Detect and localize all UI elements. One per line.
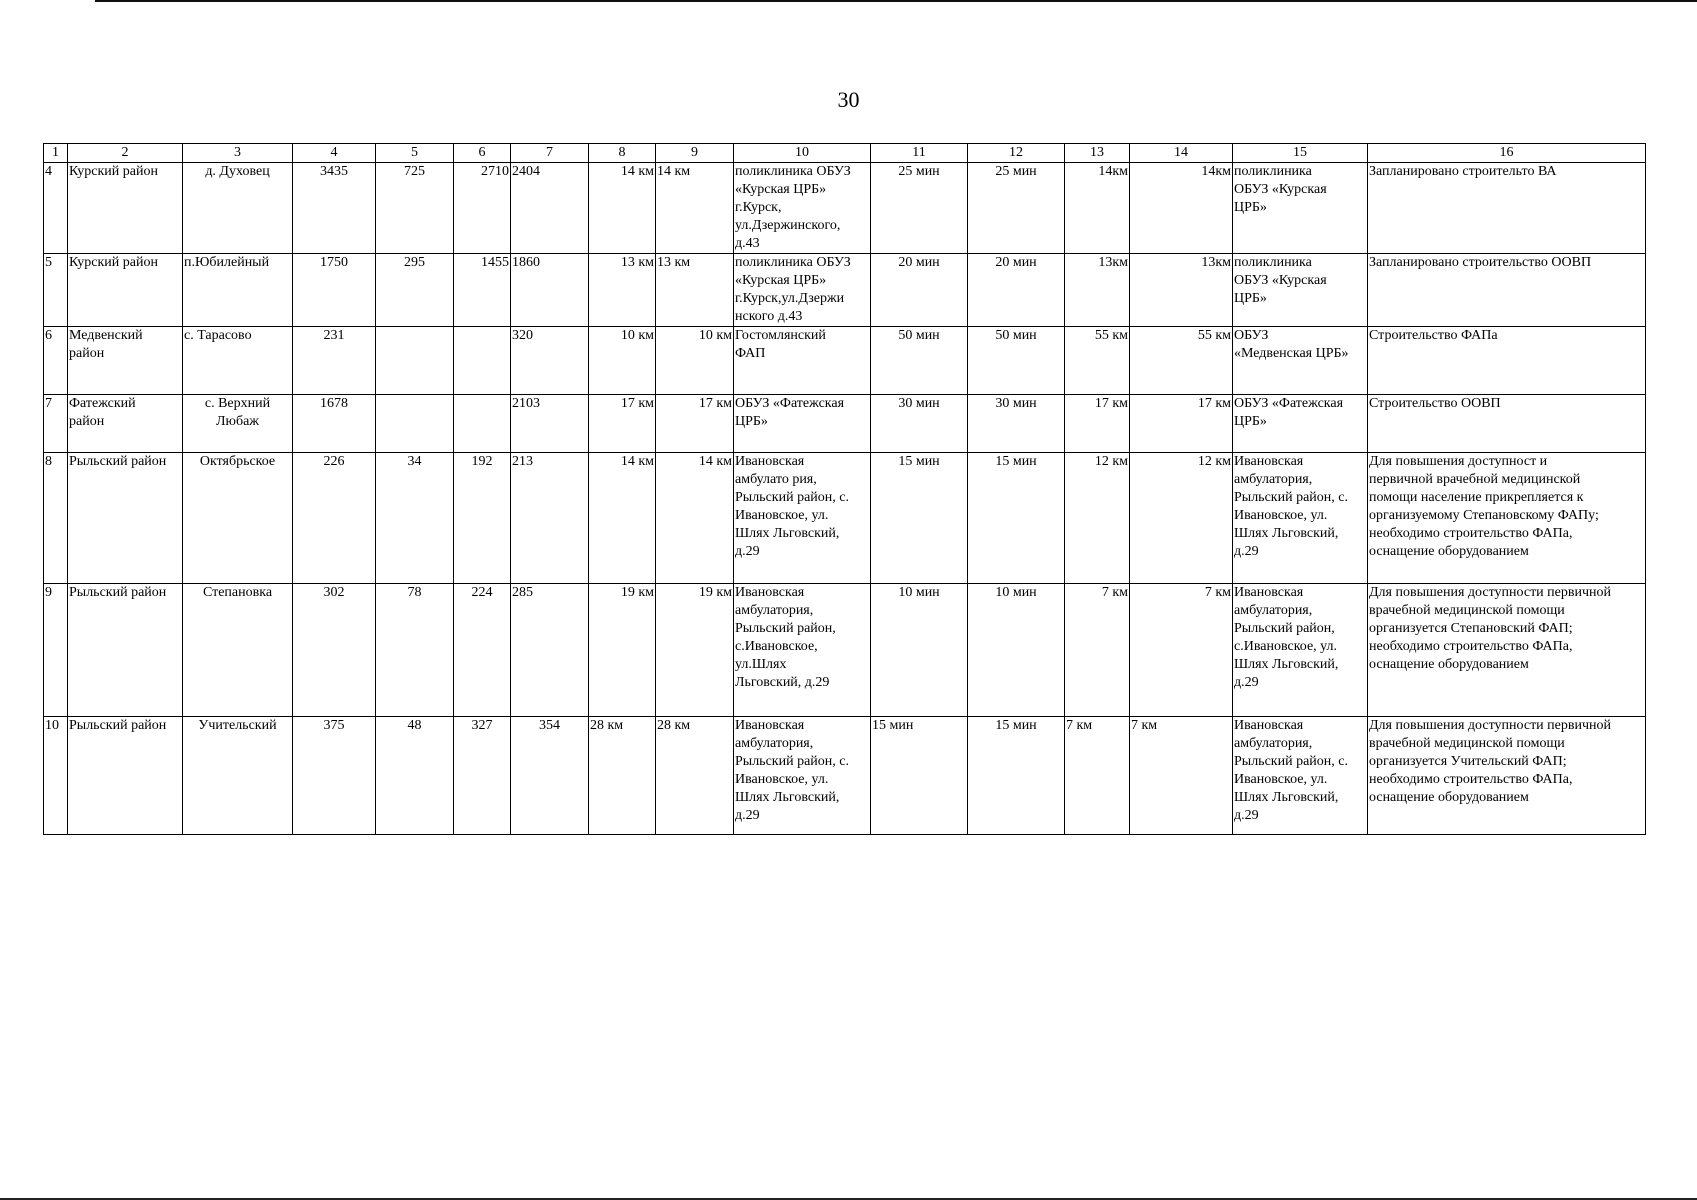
- population-adults-cell: 327: [454, 717, 511, 835]
- population-children-cell: [376, 327, 454, 395]
- district-cell: Рыльский район: [68, 717, 183, 835]
- column-number: 4: [293, 144, 376, 163]
- distance-direct-cell: 14 км: [656, 453, 734, 584]
- settlement-cell: д. Духовец: [183, 163, 293, 254]
- column-number: 12: [968, 144, 1065, 163]
- row-number-cell: 7: [44, 395, 68, 453]
- distance-road-cell: 19 км: [589, 584, 656, 717]
- population-total-cell: 1750: [293, 254, 376, 327]
- column-number: 5: [376, 144, 454, 163]
- population-adults-cell: 192: [454, 453, 511, 584]
- crb-facility-cell: Ивановская амбулатория, Рыльский район, с.Ивановское, ул. Шлях Льговский, д.29: [1233, 584, 1368, 717]
- column-number: 1: [44, 144, 68, 163]
- population-adults-cell: 224: [454, 584, 511, 717]
- travel-time-transport-cell: 15 мин: [871, 453, 968, 584]
- district-cell: Рыльский район: [68, 453, 183, 584]
- population-total-cell: 3435: [293, 163, 376, 254]
- row-number-cell: 6: [44, 327, 68, 395]
- population-attached-cell: 213: [511, 453, 589, 584]
- travel-time-transport-cell: 20 мин: [871, 254, 968, 327]
- population-adults-cell: [454, 395, 511, 453]
- column-number-row: [44, 144, 1646, 163]
- travel-time-car-cell: 50 мин: [968, 327, 1065, 395]
- nearest-facility-cell: поликлиника ОБУЗ «Курская ЦРБ» г.Курск,ул.Дзержи нского д.43: [734, 254, 871, 327]
- distance-to-crb-alt-cell: 7 км: [1130, 584, 1233, 717]
- population-total-cell: 375: [293, 717, 376, 835]
- population-children-cell: 78: [376, 584, 454, 717]
- distance-direct-cell: 19 км: [656, 584, 734, 717]
- crb-facility-cell: Ивановская амбулатория, Рыльский район, с. Ивановское, ул. Шлях Льговский, д.29: [1233, 717, 1368, 835]
- district-cell: Фатежский район: [68, 395, 183, 453]
- distance-to-crb-alt-cell: 17 км: [1130, 395, 1233, 453]
- facilities-table: [43, 143, 1646, 835]
- row-number-cell: 9: [44, 584, 68, 717]
- settlement-cell: Октябрьское: [183, 453, 293, 584]
- travel-time-car-cell: 30 мин: [968, 395, 1065, 453]
- crb-facility-cell: поликлиника ОБУЗ «Курская ЦРБ»: [1233, 254, 1368, 327]
- distance-direct-cell: 14 км: [656, 163, 734, 254]
- planned-measures-cell: Для повышения доступност и первичной врачебной медицинской помощи население прикрепляется к организуемому Степановскому ФАПу; необходимо строительство ФАПа, оснащение оборудованием: [1368, 453, 1646, 584]
- planned-measures-cell: Строительство ООВП: [1368, 395, 1646, 453]
- distance-to-crb-cell: 7 км: [1065, 717, 1130, 835]
- table-row: [44, 163, 1646, 254]
- nearest-facility-cell: Ивановская амбулато рия, Рыльский район, с. Ивановское, ул. Шлях Льговский, д.29: [734, 453, 871, 584]
- district-cell: Курский район: [68, 163, 183, 254]
- travel-time-car-cell: 15 мин: [968, 717, 1065, 835]
- population-children-cell: 295: [376, 254, 454, 327]
- column-number: 14: [1130, 144, 1233, 163]
- nearest-facility-cell: ОБУЗ «Фатежская ЦРБ»: [734, 395, 871, 453]
- distance-road-cell: 28 км: [589, 717, 656, 835]
- travel-time-car-cell: 15 мин: [968, 453, 1065, 584]
- nearest-facility-cell: Ивановская амбулатория, Рыльский район, с. Ивановское, ул. Шлях Льговский, д.29: [734, 717, 871, 835]
- table-row: [44, 453, 1646, 584]
- population-adults-cell: [454, 327, 511, 395]
- population-total-cell: 1678: [293, 395, 376, 453]
- distance-road-cell: 17 км: [589, 395, 656, 453]
- travel-time-car-cell: 10 мин: [968, 584, 1065, 717]
- population-attached-cell: 285: [511, 584, 589, 717]
- population-attached-cell: 2103: [511, 395, 589, 453]
- column-number: 15: [1233, 144, 1368, 163]
- distance-road-cell: 13 км: [589, 254, 656, 327]
- population-children-cell: 725: [376, 163, 454, 254]
- travel-time-car-cell: 25 мин: [968, 163, 1065, 254]
- travel-time-car-cell: 20 мин: [968, 254, 1065, 327]
- scan-top-edge: [95, 0, 1697, 2]
- population-children-cell: [376, 395, 454, 453]
- district-cell: Курский район: [68, 254, 183, 327]
- table-row: [44, 327, 1646, 395]
- distance-road-cell: 10 км: [589, 327, 656, 395]
- column-number: 7: [511, 144, 589, 163]
- planned-measures-cell: Строительство ФАПа: [1368, 327, 1646, 395]
- population-children-cell: 34: [376, 453, 454, 584]
- planned-measures-cell: Запланировано строительто ВА: [1368, 163, 1646, 254]
- table-row: [44, 254, 1646, 327]
- crb-facility-cell: ОБУЗ «Фатежская ЦРБ»: [1233, 395, 1368, 453]
- distance-to-crb-cell: 55 км: [1065, 327, 1130, 395]
- distance-to-crb-alt-cell: 14км: [1130, 163, 1233, 254]
- travel-time-transport-cell: 25 мин: [871, 163, 968, 254]
- distance-direct-cell: 17 км: [656, 395, 734, 453]
- column-number: 8: [589, 144, 656, 163]
- settlement-cell: с. Верхний Любаж: [183, 395, 293, 453]
- column-number: 11: [871, 144, 968, 163]
- travel-time-transport-cell: 10 мин: [871, 584, 968, 717]
- settlement-cell: п.Юбилейный: [183, 254, 293, 327]
- column-number: 13: [1065, 144, 1130, 163]
- population-attached-cell: 1860: [511, 254, 589, 327]
- column-number: 2: [68, 144, 183, 163]
- column-number: 3: [183, 144, 293, 163]
- population-total-cell: 302: [293, 584, 376, 717]
- distance-road-cell: 14 км: [589, 163, 656, 254]
- table-row: [44, 584, 1646, 717]
- column-number: 6: [454, 144, 511, 163]
- row-number-cell: 10: [44, 717, 68, 835]
- district-cell: Рыльский район: [68, 584, 183, 717]
- population-total-cell: 226: [293, 453, 376, 584]
- crb-facility-cell: ОБУЗ «Медвенская ЦРБ»: [1233, 327, 1368, 395]
- population-children-cell: 48: [376, 717, 454, 835]
- distance-to-crb-alt-cell: 55 км: [1130, 327, 1233, 395]
- crb-facility-cell: Ивановская амбулатория, Рыльский район, с. Ивановское, ул. Шлях Льговский, д.29: [1233, 453, 1368, 584]
- travel-time-transport-cell: 50 мин: [871, 327, 968, 395]
- planned-measures-cell: Для повышения доступности первичной врачебной медицинской помощи организуется Степановский ФАП; необходимо строительство ФАПа, оснащение оборудованием: [1368, 584, 1646, 717]
- population-attached-cell: 354: [511, 717, 589, 835]
- planned-measures-cell: Для повышения доступности первичной врачебной медицинской помощи организуется Учительский ФАП; необходимо строительство ФАПа, оснащение оборудованием: [1368, 717, 1646, 835]
- travel-time-transport-cell: 30 мин: [871, 395, 968, 453]
- column-number: 10: [734, 144, 871, 163]
- column-number: 9: [656, 144, 734, 163]
- settlement-cell: Учительский: [183, 717, 293, 835]
- distance-to-crb-cell: 7 км: [1065, 584, 1130, 717]
- page-number: 30: [837, 87, 860, 112]
- population-adults-cell: 1455: [454, 254, 511, 327]
- row-number-cell: 5: [44, 254, 68, 327]
- travel-time-transport-cell: 15 мин: [871, 717, 968, 835]
- crb-facility-cell: поликлиника ОБУЗ «Курская ЦРБ»: [1233, 163, 1368, 254]
- distance-to-crb-alt-cell: 12 км: [1130, 453, 1233, 584]
- settlement-cell: Степановка: [183, 584, 293, 717]
- population-total-cell: 231: [293, 327, 376, 395]
- distance-direct-cell: 13 км: [656, 254, 734, 327]
- nearest-facility-cell: Гостомлянский ФАП: [734, 327, 871, 395]
- table-row: [44, 395, 1646, 453]
- distance-to-crb-cell: 14км: [1065, 163, 1130, 254]
- distance-to-crb-cell: 17 км: [1065, 395, 1130, 453]
- table-row: [44, 717, 1646, 835]
- distance-direct-cell: 28 км: [656, 717, 734, 835]
- row-number-cell: 4: [44, 163, 68, 254]
- distance-to-crb-cell: 13км: [1065, 254, 1130, 327]
- population-adults-cell: 2710: [454, 163, 511, 254]
- distance-to-crb-alt-cell: 7 км: [1130, 717, 1233, 835]
- row-number-cell: 8: [44, 453, 68, 584]
- population-attached-cell: 320: [511, 327, 589, 395]
- nearest-facility-cell: Ивановская амбулатория, Рыльский район, с.Ивановское, ул.Шлях Льговский, д.29: [734, 584, 871, 717]
- distance-to-crb-cell: 12 км: [1065, 453, 1130, 584]
- population-attached-cell: 2404: [511, 163, 589, 254]
- settlement-cell: с. Тарасово: [183, 327, 293, 395]
- column-number: 16: [1368, 144, 1646, 163]
- nearest-facility-cell: поликлиника ОБУЗ «Курская ЦРБ» г.Курск, ул.Дзержинского, д.43: [734, 163, 871, 254]
- distance-road-cell: 14 км: [589, 453, 656, 584]
- district-cell: Медвенский район: [68, 327, 183, 395]
- distance-direct-cell: 10 км: [656, 327, 734, 395]
- distance-to-crb-alt-cell: 13км: [1130, 254, 1233, 327]
- planned-measures-cell: Запланировано строительство ООВП: [1368, 254, 1646, 327]
